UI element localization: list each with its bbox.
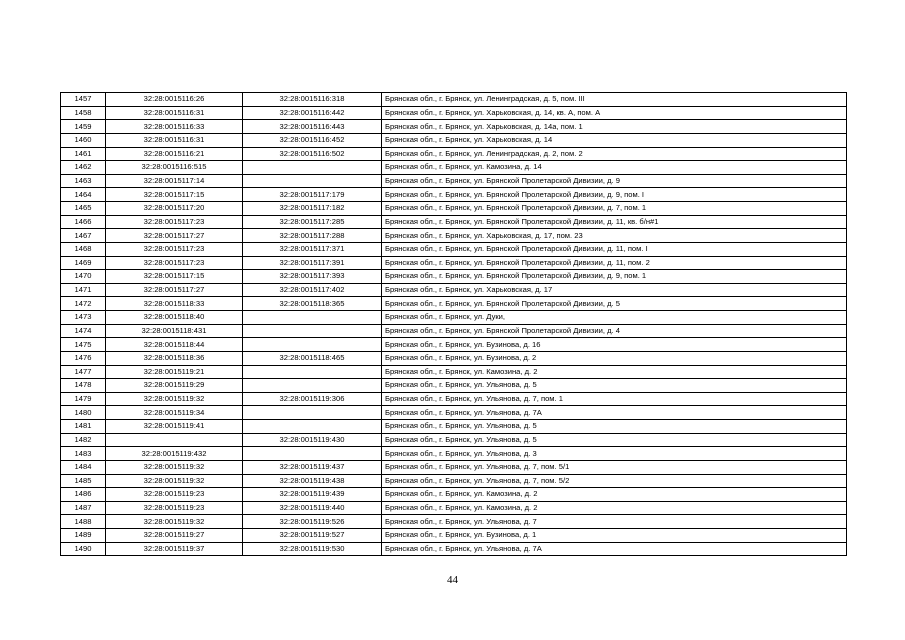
land-cadastral-number-cell: 32:28:0015116:26	[106, 93, 243, 107]
row-number-cell: 1481	[61, 420, 106, 434]
land-cadastral-number-cell: 32:28:0015116:21	[106, 147, 243, 161]
row-number-cell: 1471	[61, 283, 106, 297]
object-cadastral-number-cell: 32:28:0015119:437	[243, 460, 382, 474]
table-row	[61, 488, 847, 502]
address-cell: Брянская обл., г. Брянск, ул. Ульянова, д. 5	[382, 379, 847, 393]
address-cell: Брянская обл., г. Брянск, ул. Ульянова, д. 5	[382, 433, 847, 447]
row-number-cell: 1469	[61, 256, 106, 270]
row-number-cell: 1486	[61, 488, 106, 502]
land-cadastral-number-cell: 32:28:0015119:29	[106, 379, 243, 393]
object-cadastral-number-cell: 32:28:0015116:443	[243, 120, 382, 134]
address-cell: Брянская обл., г. Брянск, ул. Бузинова, д. 16	[382, 338, 847, 352]
object-cadastral-number-cell	[243, 311, 382, 325]
object-cadastral-number-cell	[243, 406, 382, 420]
row-number-cell: 1470	[61, 270, 106, 284]
object-cadastral-number-cell: 32:28:0015119:527	[243, 529, 382, 543]
table-row	[61, 174, 847, 188]
land-cadastral-number-cell: 32:28:0015117:23	[106, 256, 243, 270]
land-cadastral-number-cell	[106, 433, 243, 447]
address-cell: Брянская обл., г. Брянск, ул. Бузинова, д. 2	[382, 351, 847, 365]
row-number-cell: 1459	[61, 120, 106, 134]
object-cadastral-number-cell: 32:28:0015118:365	[243, 297, 382, 311]
table-row	[61, 433, 847, 447]
land-cadastral-number-cell: 32:28:0015117:15	[106, 188, 243, 202]
row-number-cell: 1472	[61, 297, 106, 311]
cadastral-registry-table	[60, 92, 847, 556]
row-number-cell: 1485	[61, 474, 106, 488]
address-cell: Брянская обл., г. Брянск, ул. Брянской Пролетарской Дивизии, д. 5	[382, 297, 847, 311]
address-cell: Брянская обл., г. Брянск, ул. Ленинградская, д. 5, пом. III	[382, 93, 847, 107]
table-row	[61, 229, 847, 243]
land-cadastral-number-cell: 32:28:0015117:27	[106, 229, 243, 243]
registry-table-body	[61, 93, 847, 556]
row-number-cell: 1490	[61, 542, 106, 556]
object-cadastral-number-cell: 32:28:0015119:526	[243, 515, 382, 529]
object-cadastral-number-cell	[243, 420, 382, 434]
land-cadastral-number-cell: 32:28:0015119:23	[106, 501, 243, 515]
row-number-cell: 1479	[61, 392, 106, 406]
address-cell: Брянская обл., г. Брянск, ул. Брянской Пролетарской Дивизии, д. 9, пом. I	[382, 188, 847, 202]
address-cell: Брянская обл., г. Брянск, ул. Ульянова, д. 7, пом. 5/1	[382, 460, 847, 474]
table-row	[61, 202, 847, 216]
table-row	[61, 420, 847, 434]
object-cadastral-number-cell: 32:28:0015116:452	[243, 133, 382, 147]
row-number-cell: 1487	[61, 501, 106, 515]
land-cadastral-number-cell: 32:28:0015117:14	[106, 174, 243, 188]
row-number-cell: 1478	[61, 379, 106, 393]
address-cell: Брянская обл., г. Брянск, ул. Ульянова, д. 7, пом. 1	[382, 392, 847, 406]
land-cadastral-number-cell: 32:28:0015119:34	[106, 406, 243, 420]
row-number-cell: 1458	[61, 106, 106, 120]
land-cadastral-number-cell: 32:28:0015116:515	[106, 161, 243, 175]
land-cadastral-number-cell: 32:28:0015119:32	[106, 515, 243, 529]
address-cell: Брянская обл., г. Брянск, ул. Харьковская, д. 17, пом. 23	[382, 229, 847, 243]
land-cadastral-number-cell: 32:28:0015118:36	[106, 351, 243, 365]
land-cadastral-number-cell: 32:28:0015119:32	[106, 392, 243, 406]
object-cadastral-number-cell: 32:28:0015119:530	[243, 542, 382, 556]
land-cadastral-number-cell: 32:28:0015119:432	[106, 447, 243, 461]
row-number-cell: 1482	[61, 433, 106, 447]
land-cadastral-number-cell: 32:28:0015117:27	[106, 283, 243, 297]
table-row	[61, 392, 847, 406]
land-cadastral-number-cell: 32:28:0015116:31	[106, 133, 243, 147]
address-cell: Брянская обл., г. Брянск, ул. Камозина, д. 2	[382, 365, 847, 379]
row-number-cell: 1463	[61, 174, 106, 188]
object-cadastral-number-cell: 32:28:0015117:391	[243, 256, 382, 270]
object-cadastral-number-cell	[243, 379, 382, 393]
object-cadastral-number-cell: 32:28:0015117:179	[243, 188, 382, 202]
object-cadastral-number-cell: 32:28:0015117:288	[243, 229, 382, 243]
object-cadastral-number-cell: 32:28:0015117:393	[243, 270, 382, 284]
row-number-cell: 1489	[61, 529, 106, 543]
row-number-cell: 1474	[61, 324, 106, 338]
table-row	[61, 501, 847, 515]
object-cadastral-number-cell	[243, 324, 382, 338]
row-number-cell: 1477	[61, 365, 106, 379]
row-number-cell: 1473	[61, 311, 106, 325]
address-cell: Брянская обл., г. Брянск, ул. Харьковская, д. 14	[382, 133, 847, 147]
land-cadastral-number-cell: 32:28:0015118:33	[106, 297, 243, 311]
object-cadastral-number-cell: 32:28:0015117:402	[243, 283, 382, 297]
address-cell: Брянская обл., г. Брянск, ул. Брянской Пролетарской Дивизии, д. 11, пом. 2	[382, 256, 847, 270]
table-row	[61, 324, 847, 338]
land-cadastral-number-cell: 32:28:0015119:27	[106, 529, 243, 543]
land-cadastral-number-cell: 32:28:0015119:41	[106, 420, 243, 434]
object-cadastral-number-cell	[243, 174, 382, 188]
table-row	[61, 379, 847, 393]
address-cell: Брянская обл., г. Брянск, ул. Камозина, д. 2	[382, 488, 847, 502]
object-cadastral-number-cell: 32:28:0015119:306	[243, 392, 382, 406]
row-number-cell: 1483	[61, 447, 106, 461]
land-cadastral-number-cell: 32:28:0015119:37	[106, 542, 243, 556]
object-cadastral-number-cell	[243, 365, 382, 379]
land-cadastral-number-cell: 32:28:0015118:40	[106, 311, 243, 325]
address-cell: Брянская обл., г. Брянск, ул. Харьковская, д. 17	[382, 283, 847, 297]
row-number-cell: 1484	[61, 460, 106, 474]
table-row	[61, 120, 847, 134]
table-row	[61, 474, 847, 488]
address-cell: Брянская обл., г. Брянск, ул. Ульянова, д. 5	[382, 420, 847, 434]
object-cadastral-number-cell: 32:28:0015119:438	[243, 474, 382, 488]
table-row	[61, 106, 847, 120]
table-row	[61, 270, 847, 284]
address-cell: Брянская обл., г. Брянск, ул. Брянской Пролетарской Дивизии, д. 11, кв. б/н#1	[382, 215, 847, 229]
table-row	[61, 529, 847, 543]
row-number-cell: 1467	[61, 229, 106, 243]
land-cadastral-number-cell: 32:28:0015116:31	[106, 106, 243, 120]
address-cell: Брянская обл., г. Брянск, ул. Ульянова, д. 7А	[382, 406, 847, 420]
address-cell: Брянская обл., г. Брянск, ул. Ленинградская, д. 2, пом. 2	[382, 147, 847, 161]
table-row	[61, 351, 847, 365]
land-cadastral-number-cell: 32:28:0015116:33	[106, 120, 243, 134]
table-row	[61, 242, 847, 256]
object-cadastral-number-cell	[243, 338, 382, 352]
land-cadastral-number-cell: 32:28:0015117:23	[106, 215, 243, 229]
table-row	[61, 297, 847, 311]
table-row	[61, 542, 847, 556]
land-cadastral-number-cell: 32:28:0015117:23	[106, 242, 243, 256]
address-cell: Брянская обл., г. Брянск, ул. Ульянова, д. 7А	[382, 542, 847, 556]
table-row	[61, 283, 847, 297]
object-cadastral-number-cell: 32:28:0015117:182	[243, 202, 382, 216]
row-number-cell: 1475	[61, 338, 106, 352]
address-cell: Брянская обл., г. Брянск, ул. Ульянова, д. 7, пом. 5/2	[382, 474, 847, 488]
table-row	[61, 515, 847, 529]
land-cadastral-number-cell: 32:28:0015118:431	[106, 324, 243, 338]
table-row	[61, 460, 847, 474]
row-number-cell: 1457	[61, 93, 106, 107]
object-cadastral-number-cell: 32:28:0015118:465	[243, 351, 382, 365]
table-row	[61, 215, 847, 229]
address-cell: Брянская обл., г. Брянск, ул. Брянской Пролетарской Дивизии, д. 9	[382, 174, 847, 188]
land-cadastral-number-cell: 32:28:0015119:23	[106, 488, 243, 502]
page-number: 44	[447, 574, 458, 586]
table-row	[61, 311, 847, 325]
address-cell: Брянская обл., г. Брянск, ул. Камозина, д. 2	[382, 501, 847, 515]
address-cell: Брянская обл., г. Брянск, ул. Бузинова, д. 1	[382, 529, 847, 543]
row-number-cell: 1466	[61, 215, 106, 229]
address-cell: Брянская обл., г. Брянск, ул. Ульянова, д. 7	[382, 515, 847, 529]
table-row	[61, 338, 847, 352]
object-cadastral-number-cell: 32:28:0015119:430	[243, 433, 382, 447]
row-number-cell: 1480	[61, 406, 106, 420]
table-row	[61, 406, 847, 420]
object-cadastral-number-cell: 32:28:0015116:318	[243, 93, 382, 107]
object-cadastral-number-cell: 32:28:0015116:442	[243, 106, 382, 120]
address-cell: Брянская обл., г. Брянск, ул. Харьковская, д. 14а, пом. 1	[382, 120, 847, 134]
land-cadastral-number-cell: 32:28:0015118:44	[106, 338, 243, 352]
object-cadastral-number-cell: 32:28:0015116:502	[243, 147, 382, 161]
object-cadastral-number-cell: 32:28:0015117:285	[243, 215, 382, 229]
table-row	[61, 133, 847, 147]
row-number-cell: 1468	[61, 242, 106, 256]
address-cell: Брянская обл., г. Брянск, ул. Брянской Пролетарской Дивизии, д. 4	[382, 324, 847, 338]
row-number-cell: 1464	[61, 188, 106, 202]
address-cell: Брянская обл., г. Брянск, ул. Брянской Пролетарской Дивизии, д. 7, пом. 1	[382, 202, 847, 216]
table-row	[61, 93, 847, 107]
address-cell: Брянская обл., г. Брянск, ул. Ульянова, д. 3	[382, 447, 847, 461]
object-cadastral-number-cell: 32:28:0015119:440	[243, 501, 382, 515]
address-cell: Брянская обл., г. Брянск, ул. Брянской Пролетарской Дивизии, д. 11, пом. I	[382, 242, 847, 256]
row-number-cell: 1462	[61, 161, 106, 175]
row-number-cell: 1476	[61, 351, 106, 365]
row-number-cell: 1461	[61, 147, 106, 161]
address-cell: Брянская обл., г. Брянск, ул. Брянской Пролетарской Дивизии, д. 9, пом. 1	[382, 270, 847, 284]
address-cell: Брянская обл., г. Брянск, ул. Дуки,	[382, 311, 847, 325]
row-number-cell: 1465	[61, 202, 106, 216]
object-cadastral-number-cell: 32:28:0015117:371	[243, 242, 382, 256]
table-row	[61, 365, 847, 379]
address-cell: Брянская обл., г. Брянск, ул. Харьковская, д. 14, кв. А, пом. А	[382, 106, 847, 120]
table-row	[61, 256, 847, 270]
table-row	[61, 447, 847, 461]
table-row	[61, 147, 847, 161]
land-cadastral-number-cell: 32:28:0015117:20	[106, 202, 243, 216]
land-cadastral-number-cell: 32:28:0015117:15	[106, 270, 243, 284]
table-row	[61, 161, 847, 175]
table-row	[61, 188, 847, 202]
object-cadastral-number-cell	[243, 447, 382, 461]
land-cadastral-number-cell: 32:28:0015119:32	[106, 474, 243, 488]
land-cadastral-number-cell: 32:28:0015119:32	[106, 460, 243, 474]
object-cadastral-number-cell: 32:28:0015119:439	[243, 488, 382, 502]
row-number-cell: 1460	[61, 133, 106, 147]
address-cell: Брянская обл., г. Брянск, ул. Камозина, д. 14	[382, 161, 847, 175]
object-cadastral-number-cell	[243, 161, 382, 175]
land-cadastral-number-cell: 32:28:0015119:21	[106, 365, 243, 379]
row-number-cell: 1488	[61, 515, 106, 529]
